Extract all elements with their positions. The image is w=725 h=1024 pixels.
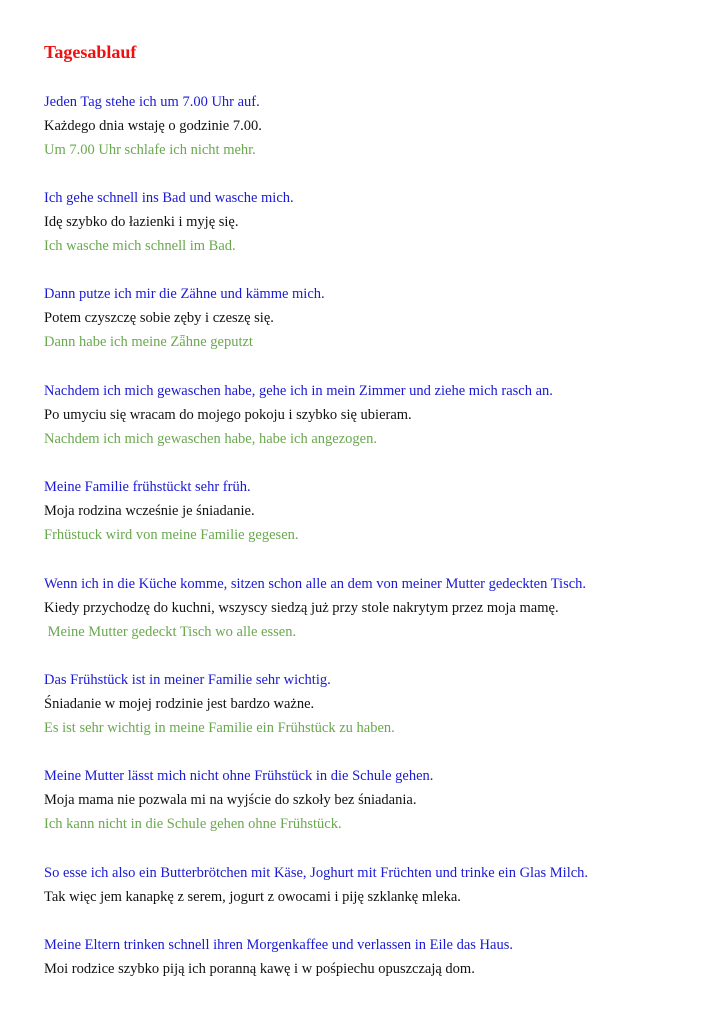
polish-translation: Każdego dnia wstaję o godzinie 7.00. (44, 118, 262, 134)
alternative-sentence: Ich kann nicht in die Schule gehen ohne Frühstück. (44, 816, 342, 832)
sentence-group-8 (44, 764, 704, 836)
polish-translation: Śniadanie w mojej rodzinie jest bardzo ważne. (44, 696, 315, 712)
german-sentence: Meine Familie frühstückt sehr früh. (44, 479, 251, 495)
sentence-group-9 (44, 861, 704, 909)
german-sentence: Jeden Tag stehe ich um 7.00 Uhr auf. (44, 94, 260, 110)
alternative-sentence: Frhüstuck wird von meine Familie gegesen. (44, 527, 299, 543)
polish-translation: Idę szybko do łazienki i myję się. (44, 214, 239, 230)
sentence-group-1 (44, 90, 704, 162)
polish-translation: Kiedy przychodzę do kuchni, wszyscy siedzą już przy stole nakrytym przez moja mamę. (44, 600, 559, 616)
polish-translation: Moi rodzice szybko piją ich poranną kawę i w pośpiechu opuszczają dom. (44, 961, 475, 977)
polish-translation: Po umyciu się wracam do mojego pokoju i szybko się ubieram. (44, 407, 412, 423)
alternative-sentence: Ich wasche mich schnell im Bad. (44, 238, 236, 254)
sentence-group-3 (44, 282, 704, 354)
alternative-sentence: Meine Mutter gedeckt Tisch wo alle essen. (44, 624, 297, 640)
alternative-sentence: Dann habe ich meine Zǟhne geputzt (44, 334, 253, 350)
german-sentence: So esse ich also ein Butterbrötchen mit Käse, Joghurt mit Früchten und trinke ein Glas Milch. (44, 865, 589, 881)
document-title: Tagesablauf (44, 42, 137, 62)
polish-translation: Tak więc jem kanapkę z serem, jogurt z owocami i piję szklankę mleka. (44, 889, 461, 905)
german-sentence: Nachdem ich mich gewaschen habe, gehe ich in mein Zimmer und ziehe mich rasch an. (44, 383, 553, 399)
german-sentence: Dann putze ich mir die Zähne und kämme mich. (44, 286, 325, 302)
sentence-group-5 (44, 475, 704, 547)
sentence-group-7 (44, 668, 704, 740)
alternative-sentence: Es ist sehr wichtig in meine Familie ein Frühstück zu haben. (44, 720, 395, 736)
sentence-group-10 (44, 933, 704, 981)
sentence-group-6 (44, 572, 704, 644)
polish-translation: Potem czyszczę sobie zęby i czeszę się. (44, 310, 274, 326)
german-sentence: Das Frühstück ist in meiner Familie sehr wichtig. (44, 672, 331, 688)
sentence-group-4 (44, 379, 704, 451)
polish-translation: Moja rodzina wcześnie je śniadanie. (44, 503, 255, 519)
alternative-sentence: Nachdem ich mich gewaschen habe, habe ich angezogen. (44, 431, 377, 447)
german-sentence: Ich gehe schnell ins Bad und wasche mich. (44, 190, 294, 206)
sentence-group-2 (44, 186, 704, 258)
polish-translation: Moja mama nie pozwala mi na wyjście do szkoły bez śniadania. (44, 792, 417, 808)
german-sentence: Meine Mutter lässt mich nicht ohne Frühstück in die Schule gehen. (44, 768, 434, 784)
german-sentence: Meine Eltern trinken schnell ihren Morgenkaffee und verlassen in Eile das Haus. (44, 937, 513, 953)
german-sentence: Wenn ich in die Küche komme, sitzen schon alle an dem von meiner Mutter gedeckten Tisch. (44, 576, 587, 592)
alternative-sentence: Um 7.00 Uhr schlafe ich nicht mehr. (44, 142, 256, 158)
